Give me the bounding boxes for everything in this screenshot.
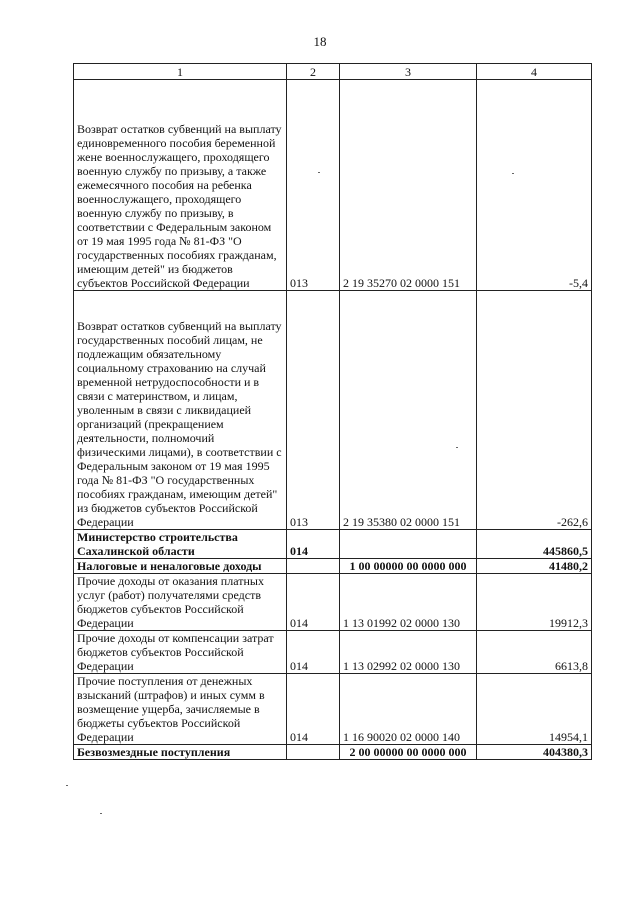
budget-table bbox=[73, 63, 592, 760]
row-kbk-code: 2 19 35270 02 0000 151 bbox=[340, 80, 477, 291]
row-amount: 19912,3 bbox=[477, 574, 592, 631]
row-kbk-code: 1 16 90020 02 0000 140 bbox=[340, 674, 477, 745]
scan-speck bbox=[512, 173, 514, 174]
column-header-1: 1 bbox=[74, 64, 287, 80]
row-amount: 404380,3 bbox=[477, 745, 592, 760]
row-amount: 41480,2 bbox=[477, 559, 592, 574]
column-header-4: 4 bbox=[477, 64, 592, 80]
table-row bbox=[74, 291, 592, 530]
row-kbk-code bbox=[340, 530, 477, 559]
table-header-row bbox=[74, 64, 592, 80]
row-kbk-code: 1 00 00000 00 0000 000 bbox=[340, 559, 477, 574]
row-admin-code: 014 bbox=[287, 631, 340, 674]
scan-speck bbox=[100, 813, 102, 814]
row-description: Прочие поступления от денежных взысканий (штрафов) и иных сумм в возмещение ущерба, зачисляемые в бюджеты субъектов Российской Федерации bbox=[74, 674, 287, 745]
table-row bbox=[74, 574, 592, 631]
table-row bbox=[74, 674, 592, 745]
row-description: Прочие доходы от компенсации затрат бюджетов субъектов Российской Федерации bbox=[74, 631, 287, 674]
scan-speck bbox=[456, 447, 458, 448]
row-kbk-code: 2 19 35380 02 0000 151 bbox=[340, 291, 477, 530]
row-description: Прочие доходы от оказания платных услуг (работ) получателями средств бюджетов субъектов Российской Федерации bbox=[74, 574, 287, 631]
table-row bbox=[74, 80, 592, 291]
table-row-subtotal bbox=[74, 559, 592, 574]
row-admin-code bbox=[287, 559, 340, 574]
scan-speck bbox=[318, 172, 320, 173]
row-admin-code: 014 bbox=[287, 574, 340, 631]
row-kbk-code: 1 13 01992 02 0000 130 bbox=[340, 574, 477, 631]
table-row bbox=[74, 631, 592, 674]
row-admin-code: 013 bbox=[287, 291, 340, 530]
row-admin-code: 014 bbox=[287, 674, 340, 745]
row-amount: 14954,1 bbox=[477, 674, 592, 745]
page-number: 18 bbox=[313, 34, 327, 49]
row-amount: -5,4 bbox=[477, 80, 592, 291]
row-admin-code: 014 bbox=[287, 530, 340, 559]
column-header-3: 3 bbox=[340, 64, 477, 80]
row-description: Возврат остатков субвенций на выплату государственных пособий лицам, не подлежащим обязательному социальному страхованию на случай временной нетрудоспособности и в связи с материнством, и лицам, уволенным в связи с ликвидацией организаций (прекращением деятельности, полномочий физическими лицами), в соответствии с Федеральным законом от 19 мая 1995 года № 81-ФЗ "О государственных пособиях гражданам, имеющим детей" из бюджетов субъектов Российской Федерации bbox=[74, 291, 287, 530]
row-description: Безвозмездные поступления bbox=[74, 745, 287, 760]
row-admin-code: 013 bbox=[287, 80, 340, 291]
row-amount: -262,6 bbox=[477, 291, 592, 530]
table-row-subtotal bbox=[74, 745, 592, 760]
table-row-ministry bbox=[74, 530, 592, 559]
row-description: Возврат остатков субвенций на выплату единовременного пособия беременной жене военнослужащего, проходящего военную службу по призыву, а также ежемесячного пособия на ребенка военнослужащего, проходящего военную службу по призыву, в соответствии с Федеральным законом от 19 мая 1995 года № 81-ФЗ "О государственных пособиях гражданам, имеющим детей" из бюджетов субъектов Российской Федерации bbox=[74, 80, 287, 291]
row-admin-code bbox=[287, 745, 340, 760]
row-amount: 6613,8 bbox=[477, 631, 592, 674]
row-amount: 445860,5 bbox=[477, 530, 592, 559]
row-description: Налоговые и неналоговые доходы bbox=[74, 559, 287, 574]
column-header-2: 2 bbox=[287, 64, 340, 80]
row-description: Министерство строительства Сахалинской области bbox=[74, 530, 287, 559]
row-kbk-code: 1 13 02992 02 0000 130 bbox=[340, 631, 477, 674]
row-kbk-code: 2 00 00000 00 0000 000 bbox=[340, 745, 477, 760]
scan-speck bbox=[66, 785, 68, 786]
